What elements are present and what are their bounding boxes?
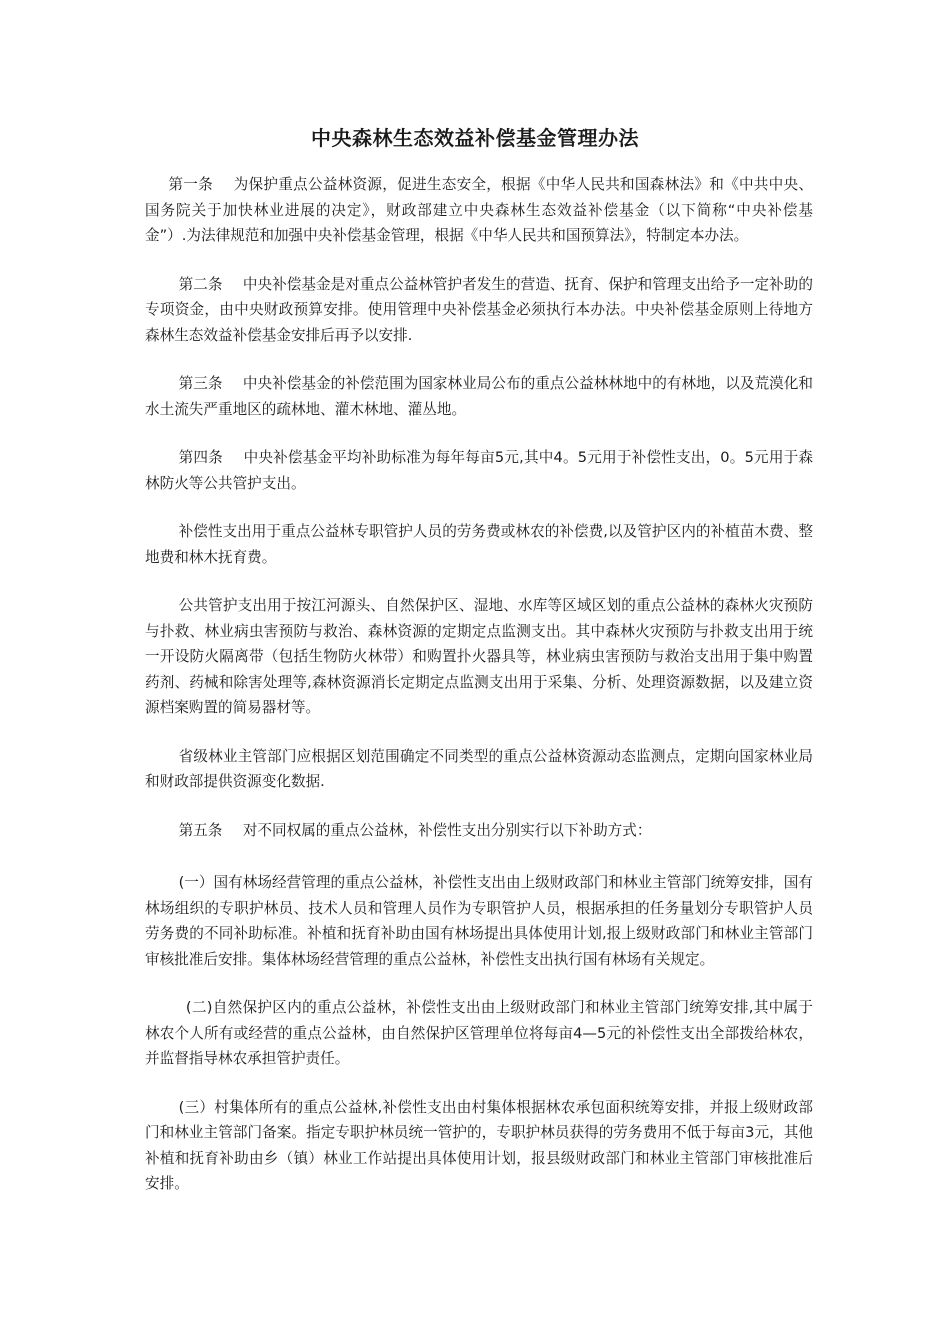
article-1 (145, 172, 813, 249)
article-label: 第二条 (178, 275, 223, 293)
article-5 (145, 818, 813, 844)
article-label: 第一条 (168, 176, 213, 193)
document-title: 中央森林生态效益补偿基金管理办法 (311, 126, 639, 150)
paragraph-compensation-expense: 补偿性支出用于重点公益林专职管护人员的劳务费或林农的补偿费,以及管护区内的补植苗木费、整地费和林木抚育费。 (145, 523, 813, 566)
paragraph-item-1: (一）国有林场经营管理的重点公益林，补偿性支出由上级财政部门和林业主管部门统筹安排，国有林场组织的专职护林员、技术人员和管理人员作为专职管护人员，根据承担的任务量划分专职管护人员劳务费的不同补助标准。补植和抚育补助由国有林场提出具体使用计划,报上级财政部门和林业主管部门审核批准后安排。集体林场经营管理的重点公益林，补偿性支出执行国有林场有关规定。 (145, 874, 813, 968)
article-2 (145, 272, 813, 349)
article-label: 第四条 (178, 449, 223, 466)
article-text: 中央补偿基金的补偿范围为国家林业局公布的重点公益林林地中的有林地，以及荒漠化和水土流失严重地区的疏林地、灌木林地、灌丛地。 (145, 375, 813, 418)
paragraph-item-2: (二)自然保护区内的重点公益林，补偿性支出由上级财政部门和林业主管部门统筹安排,其中属于林农个人所有或经营的重点公益林，由自然保护区管理单位将每亩4—5元的补偿性支出全部拨给林农，并监督指导林农承担管护责任。 (145, 999, 813, 1067)
article-3 (145, 371, 813, 422)
article-text: 对不同权属的重点公益林，补偿性支出分别实行以下补助方式： (242, 821, 652, 839)
paragraph-monitoring: 省级林业主管部门应根据区划范围确定不同类型的重点公益林资源动态监测点，定期向国家林业局和财政部提供资源变化数据. (145, 747, 813, 790)
article-text: 中央补偿基金是对重点公益林管护者发生的营造、抚育、保护和管理支出给予一定补助的专项资金，由中央财政预算安排。使用管理中央补偿基金必须执行本办法。中央补偿基金原则上待地方森林生态效益补偿基金安排后再予以安排. (145, 275, 813, 344)
paragraph-public-management: 公共管护支出用于按江河源头、自然保护区、湿地、水库等区域区划的重点公益林的森林火灾预防与扑救、林业病虫害预防与救治、森林资源的定期定点监测支出。其中森林火灾预防与扑救支出用于统一开设防火隔离带（包括生物防火林带）和购置扑火器具等，林业病虫害预防与救治支出用于集中购置药剂、药械和除害处理等,森林资源消长定期定点监测支出用于采集、分析、处理资源数据，以及建立资源档案购置的简易器材等。 (145, 597, 813, 716)
article-label: 第五条 (178, 821, 223, 839)
paragraph-item-3: (三）村集体所有的重点公益林,补偿性支出由村集体根据林农承包面积统筹安排，并报上级财政部门和林业主管部门备案。指定专职护林员统一管护的，专职护林员获得的劳务费用不低于每亩3元，其他补植和抚育补助由乡（镇）林业工作站提出具体使用计划，报县级财政部门和林业主管部门审核批准后安排。 (145, 1098, 813, 1192)
article-4 (145, 445, 813, 496)
document-body (145, 172, 813, 1220)
article-text: 为保护重点公益林资源，促进生态安全，根据《中华人民共和国森林法》和《中共中央、国务院关于加快林业进展的决定》，财政部建立中央森林生态效益补偿基金（以下简称“中央补偿基金”）.为法律规范和加强中央补偿基金管理，根据《中华人民共和国预算法》，特制定本办法。 (145, 176, 813, 244)
article-label: 第三条 (178, 375, 223, 392)
article-text: 中央补偿基金平均补助标准为每年每亩5元,其中4。5元用于补偿性支出，0。5元用于森林防火等公共管护支出。 (145, 449, 813, 492)
